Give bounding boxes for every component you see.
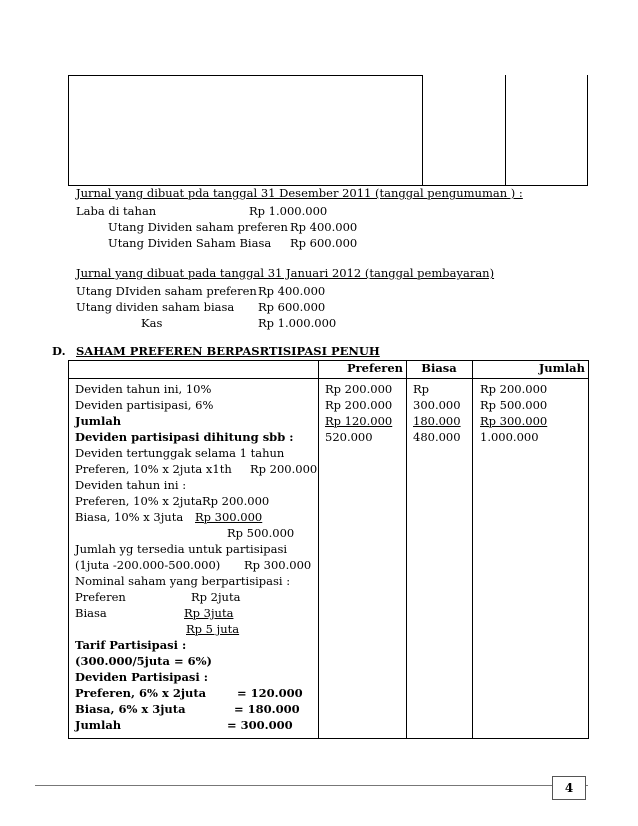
- desc-amount: Rp 5 juta: [186, 622, 240, 636]
- table-cell: 180.000: [413, 414, 461, 428]
- journal-2-amount: Rp 600.000: [258, 300, 326, 314]
- journal-1-account: Utang Dividen Saham Biasa: [108, 236, 272, 250]
- journal-2-amount: Rp 400.000: [258, 284, 326, 298]
- journal-1-account: Utang Dividen saham preferen: [108, 220, 288, 234]
- desc-amount: Rp 200.000: [250, 462, 318, 476]
- table-cell: Rp 200.000: [325, 398, 393, 412]
- desc-line: Deviden tahun ini :: [75, 478, 187, 492]
- table-cell: Rp 300.000: [480, 414, 548, 428]
- table-cell: 480.000: [413, 430, 461, 444]
- table-cell: Rp: [413, 382, 430, 396]
- table-cell: Rp 500.000: [480, 398, 548, 412]
- desc-line: Preferen: [75, 590, 126, 604]
- table-cell: Rp 200.000: [480, 382, 548, 396]
- desc-amount: = 120.000: [237, 686, 303, 700]
- journal-1-heading: Jurnal yang dibuat pda tanggal 31 Desember 2011 (tanggal pengumuman ) :: [76, 186, 523, 200]
- desc-line: Jumlah: [75, 414, 122, 428]
- column-header-jumlah: Jumlah: [538, 361, 585, 375]
- journal-1-amount: Rp 1.000.000: [249, 204, 328, 218]
- journal-1-account: Laba di tahan: [76, 204, 157, 218]
- desc-line: Deviden tertunggak selama 1 tahun: [75, 446, 285, 460]
- desc-line: Preferen, 10% x 2juta x1th: [75, 462, 232, 476]
- desc-line: Preferen, 6% x 2juta: [75, 686, 207, 700]
- desc-line: Jumlah: [75, 718, 122, 732]
- desc-amount: Rp 2juta: [191, 590, 241, 604]
- table-cell: Rp 120.000: [325, 414, 393, 428]
- desc-amount: Rp 200.000: [202, 494, 270, 508]
- desc-line: Deviden tahun ini, 10%: [75, 382, 212, 396]
- desc-line: (300.000/5juta = 6%): [75, 654, 212, 668]
- journal-2-heading: Jurnal yang dibuat pada tanggal 31 Januari 2012 (tanggal pembayaran): [76, 266, 495, 280]
- journal-2-account: Utang DIviden saham preferen: [76, 284, 257, 298]
- desc-line: Deviden partisipasi, 6%: [75, 398, 214, 412]
- table-cell: 520.000: [325, 430, 373, 444]
- desc-line: Biasa: [75, 606, 107, 620]
- desc-line: Biasa, 10% x 3juta: [75, 510, 184, 524]
- desc-line: Biasa, 6% x 3juta: [75, 702, 186, 716]
- desc-amount: = 180.000: [234, 702, 300, 716]
- column-header-biasa: Biasa: [421, 361, 457, 375]
- table-cell: 300.000: [413, 398, 461, 412]
- section-label: D.: [52, 344, 66, 358]
- table-cell: 1.000.000: [480, 430, 539, 444]
- table-cell: Rp 200.000: [325, 382, 393, 396]
- journal-2-account: Utang dividen saham biasa: [76, 300, 235, 314]
- desc-line: Jumlah yg tersedia untuk partisipasi: [75, 542, 288, 556]
- column-header-preferen: Preferen: [346, 361, 403, 375]
- section-title: SAHAM PREFEREN BERPASRTISIPASI PENUH: [76, 344, 380, 358]
- journal-2-account: Kas: [141, 316, 163, 330]
- desc-amount: Rp 500.000: [227, 526, 295, 540]
- desc-line: Tarif Partisipasi :: [75, 638, 187, 652]
- journal-1-amount: Rp 600.000: [290, 236, 358, 250]
- journal-2-amount: Rp 1.000.000: [258, 316, 337, 330]
- desc-line: Deviden Partisipasi :: [75, 670, 209, 684]
- desc-amount: Rp 3juta: [184, 606, 234, 620]
- desc-line: (1juta -200.000-500.000): [75, 558, 221, 572]
- desc-amount: Rp 300.000: [195, 510, 263, 524]
- desc-amount: = 300.000: [227, 718, 293, 732]
- desc-line: Preferen, 10% x 2juta: [75, 494, 203, 508]
- desc-amount: Rp 300.000: [244, 558, 312, 572]
- desc-line: Deviden partisipasi dihitung sbb :: [75, 430, 294, 444]
- page-number: 4: [552, 776, 586, 800]
- journal-1-amount: Rp 400.000: [290, 220, 358, 234]
- desc-line: Nominal saham yang berpartisipasi :: [75, 574, 291, 588]
